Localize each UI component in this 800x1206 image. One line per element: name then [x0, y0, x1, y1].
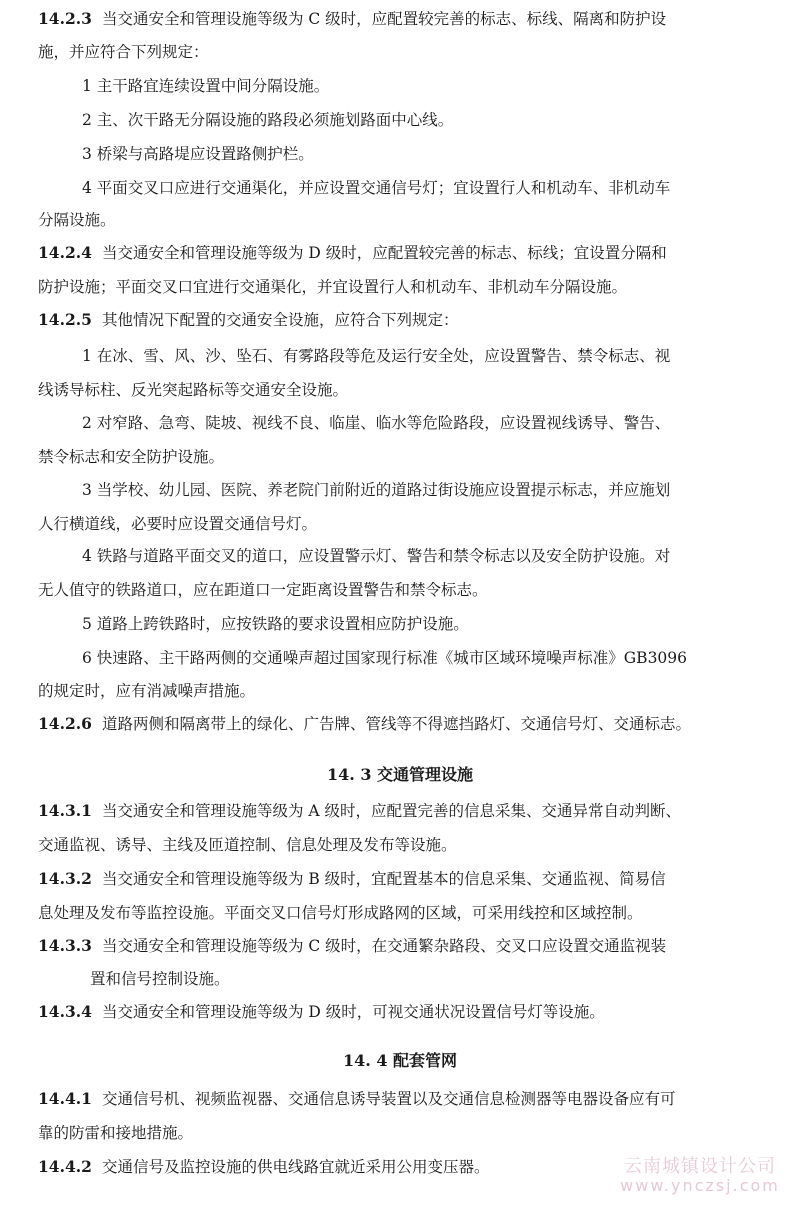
clause-14-2-3-line-1: [38, 8, 772, 30]
clause-text: 当交通安全和管理设施等级为 D 级时，可视交通状况设置信号灯等设施。: [101, 1003, 605, 1021]
clause-number: 14.2.6: [38, 714, 92, 733]
clause-14-3-1-line-2: 交通监视、诱导、主线及匝道控制、信息处理及发布等设施。: [38, 836, 457, 854]
clause-text: 当交通安全和管理设施等级为 D 级时，应配置较完善的标志、标线；宜设置分隔和: [101, 244, 667, 262]
clause-item: 3 当学校、幼儿园、医院、养老院门前附近的道路过街设施应设置提示标志，并应施划: [82, 481, 671, 499]
clause-14-4-1-line-2: 靠的防雷和接地措施。: [38, 1124, 194, 1142]
clause-item-continued: 无人值守的铁路道口，应在距道口一定距离设置警告和禁令标志。: [38, 581, 488, 599]
clause-14-3-1-line-1: [38, 800, 772, 822]
clause-14-4-1-line-1: [38, 1088, 772, 1110]
clause-14-2-4-line-2: 防护设施；平面交叉口宜进行交通渠化，并宜设置行人和机动车、非机动车分隔设施。: [38, 278, 628, 296]
clause-item: 5 道路上跨铁路时，应按铁路的要求设置相应防护设施。: [82, 615, 469, 633]
clause-item: 1 主干路宜连续设置中间分隔设施。: [82, 77, 330, 95]
section-heading-14-3: 14. 3 交通管理设施: [326, 765, 474, 784]
clause-number: 14.2.4: [38, 243, 92, 262]
watermark-company-name: 云南城镇设计公司: [624, 1156, 776, 1177]
clause-text: 当交通安全和管理设施等级为 B 级时，宜配置基本的信息采集、交通监视、简易信: [101, 870, 666, 888]
watermark-url: www.ynczsj.com: [620, 1176, 780, 1195]
clause-14-2-6-line-1: [38, 713, 772, 735]
clause-14-2-4-line-1: [38, 242, 772, 264]
clause-item-continued: 线诱导标柱、反光突起路标等交通安全设施。: [38, 381, 349, 399]
clause-item-continued: 禁令标志和安全防护设施。: [38, 448, 225, 466]
clause-item-continued: 的规定时，应有消减噪声措施。: [38, 682, 256, 700]
clause-text: 道路两侧和隔离带上的绿化、广告牌、管线等不得遮挡路灯、交通信号灯、交通标志。: [101, 715, 691, 733]
clause-item: 3 桥梁与高路堤应设置路侧护栏。: [82, 145, 314, 163]
clause-14-3-3-line-1: [38, 935, 772, 957]
clause-text: 当交通安全和管理设施等级为 A 级时，应配置完善的信息采集、交通异常自动判断、: [101, 802, 681, 820]
clause-text: 当交通安全和管理设施等级为 C 级时，在交通繁杂路段、交叉口应设置交通监视装: [101, 937, 667, 955]
clause-number: 14.3.4: [38, 1002, 92, 1021]
clause-number: 14.3.3: [38, 936, 92, 955]
clause-text: 交通信号机、视频监视器、交通信息诱导装置以及交通信息检测器等电器设备应有可: [101, 1090, 676, 1108]
clause-item: 1 在冰、雪、风、沙、坠石、有雾路段等危及运行安全处，应设置警告、禁令标志、视: [82, 347, 671, 365]
clause-item-continued: 人行横道线，必要时应设置交通信号灯。: [38, 515, 318, 533]
clause-number: 14.2.5: [38, 310, 92, 329]
clause-item: 6 快速路、主干路两侧的交通噪声超过国家现行标准《城市区域环境噪声标准》GB3096: [82, 649, 688, 667]
clause-14-2-5-line-1: [38, 309, 772, 331]
clause-text: 其他情况下配置的交通安全设施，应符合下列规定：: [101, 311, 459, 329]
clause-item: 2 对窄路、急弯、陡坡、视线不良、临崖、临水等危险路段，应设置视线诱导、警告、: [82, 414, 671, 432]
clause-number: 14.3.2: [38, 869, 92, 888]
clause-item: 4 铁路与道路平面交叉的道口，应设置警示灯、警告和禁令标志以及安全防护设施。对: [82, 547, 671, 565]
clause-number: 14.2.3: [38, 9, 92, 28]
clause-14-2-3-line-2: 施，并应符合下列规定：: [38, 43, 209, 61]
clause-text: 当交通安全和管理设施等级为 C 级时，应配置较完善的标志、标线、隔离和防护设: [101, 10, 667, 28]
clause-14-3-2-line-1: [38, 868, 772, 890]
clause-14-3-4-line-1: [38, 1001, 772, 1023]
clause-number: 14.3.1: [38, 801, 92, 820]
clause-number: 14.4.2: [38, 1157, 92, 1176]
clause-item: 2 主、次干路无分隔设施的路段必须施划路面中心线。: [82, 111, 454, 129]
clause-text: 交通信号及监控设施的供电线路宜就近采用公用变压器。: [101, 1158, 490, 1176]
clause-number: 14.4.1: [38, 1089, 92, 1108]
section-heading-14-4: 14. 4 配套管网: [342, 1051, 458, 1070]
clause-item-continued: 分隔设施。: [38, 211, 116, 229]
clause-14-3-3-line-2: 置和信号控制设施。: [90, 970, 230, 988]
clause-14-3-2-line-2: 息处理及发布等监控设施。平面交叉口信号灯形成路网的区域，可采用线控和区域控制。: [38, 904, 643, 922]
clause-item: 4 平面交叉口应进行交通渠化，并应设置交通信号灯；宜设置行人和机动车、非机动车: [82, 179, 671, 197]
